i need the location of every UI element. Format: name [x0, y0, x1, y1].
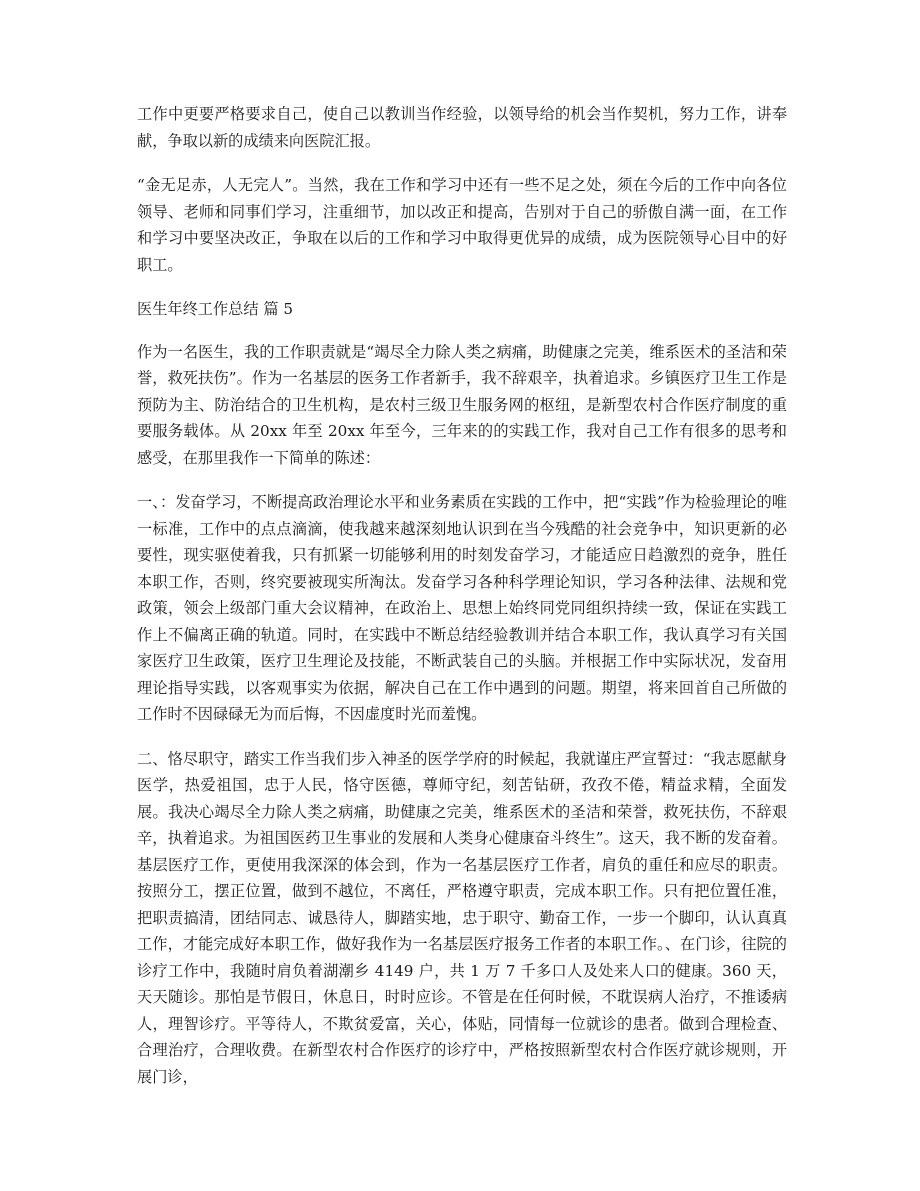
paragraph-3: 作为一名医生，我的工作职责就是“竭尽全力除人类之病痛，助健康之完美，维系医术的圣洁和荣誉，救死扶伤”。作为一名基层的医务工作者新手，我不辞艰辛，执着追求。乡镇医疗卫生工作是预防为主、防治结合的卫生机构，是农村三级卫生服务网的枢纽，是新型农村合作医疗制度的重要服务载体。从 20xx 年至 20xx 年至今，三年来的的实践工作，我对自己工作有很多的思考和感受，在那里我作一下简单的陈述： [137, 342, 787, 467]
paragraph-5: 二、恪尽职守，踏实工作当我们步入神圣的医学学府的时候起，我就谨庄严宣誓过：“我志愿献身医学，热爱祖国，忠于人民，恪守医德，尊师守纪，刻苦钻研，孜孜不倦，精益求精，全面发展。我决心竭尽全力除人类之病痛，助健康之完美，维系医术的圣洁和荣誉，救死扶伤，不辞艰辛，执着追求。为祖国医药卫生事业的发展和人类身心健康奋斗终生”。这天，我不断的发奋着。基层医疗工作，更使用我深深的体会到，作为一名基层医疗工作者，肩负的重任和应尽的职责。按照分工，摆正位置，做到不越位，不离任，严格遵守职责，完成本职工作。只有把位置任准，把职责搞清，团结同志、诚恳待人，脚踏实地，忠于职守、勤奋工作，一步一个脚印，认认真真工作，才能完成好本职工作，做好我作为一名基层医疗报务工作者的本职工作。、在门诊，往院的诊疗工作中，我随时肩负着湖潮乡 4149 户，共 1 万 7 千多口人及处来人口的健康。360 天，天天随诊。那怕是节假日，休息日，时时应诊。不管是在任何时候，不耽误病人治疗，不推诿病人，理智诊疗。平等待人，不欺贫爱富，关心，体贴，同情每一位就诊的患者。做到合理检查、合理治疗，合理收费。在新型农村合作医疗的诊疗中，严格按照新型农村合作医疗就诊规则，开展门诊， [137, 749, 787, 1086]
paragraph-1: 工作中更要严格要求自己，使自己以教训当作经验，以领导给的机会当作契机，努力工作，讲奉献，争取以新的成绩来向医院汇报。 [137, 105, 787, 150]
paragraph-2: “金无足赤，人无完人”。当然，我在工作和学习中还有一些不足之处，须在今后的工作中向各位领导、老师和同事们学习，注重细节，加以改正和提高，告别对于自己的骄傲自满一面，在工作和学习中要坚决改正，争取在以后的工作和学习中取得更优异的成绩，成为医院领导心目中的好职工。 [137, 176, 787, 274]
paragraph-4: 一、：发奋学习，不断提高政治理论水平和业务素质在实践的工作中，把“实践”作为检验理论的唯一标准，工作中的点点滴滴，使我越来越深刻地认识到在当今残酷的社会竞争中，知识更新的必要性，现实驱使着我，只有抓紧一切能够利用的时刻发奋学习，才能适应日趋激烈的竞争，胜任本职工作，否则，终究要被现实所淘汰。发奋学习各种科学理论知识，学习各种法律、法规和党政策，领会上级部门重大会议精神，在政治上、思想上始终同党同组织持续一致，保证在实践工作上不偏离正确的轨道。同时，在实践中不断总结经验教训并结合本职工作，我认真学习有关国家医疗卫生政策，医疗卫生理论及技能，不断武装自己的头脑。并根据工作中实际状况，发奋用理论指导实践，以客观事实为依据，解决自己在工作中遇到的问题。期望，将来回首自己所做的工作时不因碌碌无为而后悔，不因虚度时光而羞愧。 [137, 493, 787, 723]
document-page [137, 101, 787, 1108]
section-heading: 医生年终工作总结 篇 5 [137, 300, 294, 318]
